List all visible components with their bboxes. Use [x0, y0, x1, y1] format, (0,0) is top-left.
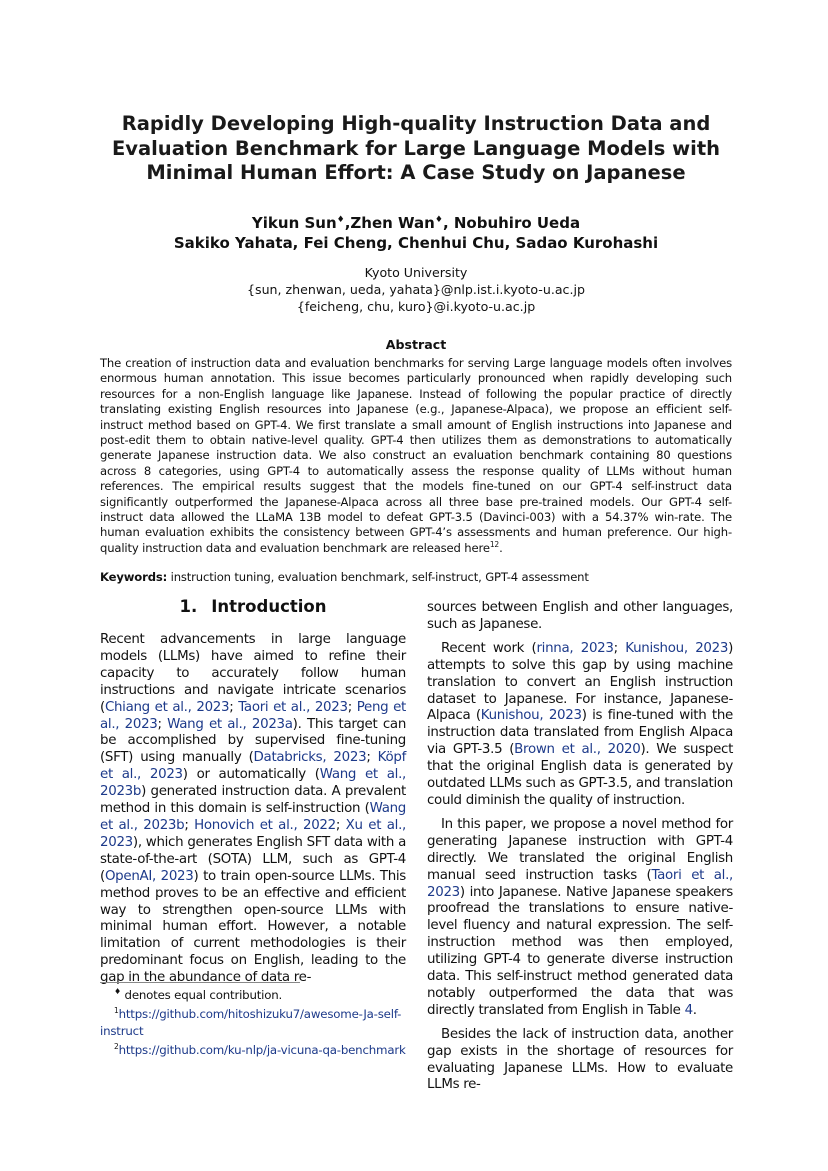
text: ) into Japanese. Native Japanese speakers proofread the translations to ensure native-level fluency and natural expression. The self-instruction method was then employed, utilizing GPT-4 to generate diverse instruction data. This self-instruct method generated data notably outperformed the data that was directly translated from English in Table — [427, 884, 733, 1018]
text: ). This target can be accomplished by supervised fine-tuning (SFT) using manually ( — [100, 716, 407, 766]
citation-link[interactable]: Kunishou, 2023 — [625, 640, 729, 656]
citation-link[interactable]: Wang et al., 2023b — [100, 767, 406, 800]
table-ref-link[interactable]: 4 — [684, 1002, 693, 1018]
paragraph — [427, 817, 733, 1020]
footnote-number: 1 — [114, 1006, 119, 1016]
author-line-1 — [100, 210, 732, 233]
citation-link[interactable]: Xu et al., 2023 — [100, 817, 406, 850]
abstract-body — [100, 356, 732, 556]
text: ; — [335, 817, 346, 833]
text: ) or automatically ( — [182, 767, 320, 783]
citation-link[interactable]: Databricks, 2023 — [253, 750, 367, 766]
institution: Kyoto University — [364, 265, 468, 280]
author-list — [100, 210, 732, 253]
right-column — [427, 600, 733, 1094]
text: ), which generates English SFT data with a state-of-the-art (SOTA) LLM, such as GPT-4 ( — [100, 834, 406, 884]
title-line: Evaluation Benchmark for Large Language Models with — [111, 136, 721, 160]
section-number: 1. — [179, 597, 198, 616]
title-line: Rapidly Developing High-quality Instruction Data and — [121, 112, 711, 135]
citation-link[interactable]: Wang et al., 2023a — [167, 716, 293, 732]
keywords-text: instruction tuning, evaluation benchmark, self-instruct, GPT-4 assessment — [167, 570, 589, 584]
text: ; — [184, 817, 195, 833]
footnote-url-link[interactable]: https://github.com/hitoshizuku7/awesome-Ja-self-instruct — [100, 1007, 402, 1038]
text: ; — [613, 640, 626, 656]
citation-link[interactable]: Taori et al., 2023 — [427, 867, 733, 900]
citation-link[interactable]: Peng et al., 2023 — [100, 699, 406, 732]
citation-link[interactable]: Brown et al., 2020 — [514, 742, 641, 758]
affiliation — [100, 264, 732, 315]
abstract-text: The creation of instruction data and evaluation benchmarks for serving Large language models often involves enormous human annotation. This issue becomes particularly pronounced when rapidly developing such resources for a non-English language like Japanese. Instead of following the popular practice of directly translating existing English resources into Japanese (e.g., Japanese-Alpaca), we propose an efficient self-instruct method based on GPT-4. We first translate a small amount of English instructions into Japanese and post-edit them to obtain native-level quality. GPT-4 then utilizes them as demonstrations to automatically generate Japanese instruction data. We also construct an evaluation benchmark containing 80 questions across 8 categories, using GPT-4 to automatically assess the response quality of LLMs without human references. The empirical results suggest that the models fine-tuned on our GPT-4 self-instruct data significantly outperformed the Japanese-Alpaca across all three base pre-trained models. Our GPT-4 self-instruct data allowed the LLaMA 13B model to defeat GPT-3.5 (Davinci-003) with a 54.37% win-rate. The human evaluation exhibits the consistency between GPT-4’s assessments and human preference. Our high-quality instruction data and evaluation benchmark are released here — [100, 356, 732, 555]
text: ) attempts to solve this gap by using machine translation to convert an English instruction dataset to Japanese. For instance, Japanese-Alpaca ( — [427, 640, 734, 724]
abstract-end: . — [499, 540, 503, 555]
citation-link[interactable]: rinna, 2023 — [536, 640, 614, 656]
paper-title — [100, 112, 732, 186]
text: ) is fine-tuned with the instruction data translated from English Alpaca via GPT-3.5 ( — [427, 708, 733, 758]
section-title: Introduction — [211, 597, 327, 616]
text: Recent work ( — [441, 640, 537, 656]
paragraph — [427, 641, 733, 810]
text: ) to train open-source LLMs. This method proves to be an effective and efficient way to strengthen open-source LLMs with minimal human effort. However, a notable limitation of current methodologies is their predominant focus on English, leading to the gap in the abundance of data re- — [100, 868, 406, 986]
author-name: , Nobuhiro Ueda — [442, 214, 581, 232]
text: In this paper, we propose a novel method for generating Japanese instruction with GPT-4 directly. We translated the original English manual seed instruction tasks ( — [427, 816, 733, 883]
title-line: Minimal Human Effort: A Case Study on Japanese — [146, 161, 686, 184]
citation-link[interactable]: Köpf et al., 2023 — [100, 750, 406, 783]
keywords-label: Keywords: — [100, 570, 168, 584]
footnote — [100, 1003, 406, 1039]
text: ; — [229, 699, 239, 715]
paragraph: sources between English and other languages, such as Japanese. — [427, 600, 733, 632]
equal-contribution-mark: ♦ — [114, 987, 121, 997]
text: ) generated instruction data. A prevalent method in this domain is self-instruction ( — [100, 784, 406, 817]
footnote — [100, 987, 406, 1003]
paragraph: Besides the lack of instruction data, another gap exists in the shortage of resources for evaluating Japanese LLMs. How to evaluate LLMs re- — [427, 1026, 733, 1093]
footnote — [100, 1039, 406, 1058]
paragraph — [100, 632, 406, 987]
left-column — [100, 632, 406, 987]
abstract-heading: Abstract — [385, 337, 447, 352]
text: ). We suspect that the original English data is generated by outdated LLMs such as GPT-3.5, and translation could diminish the quality of instruction. — [427, 742, 734, 808]
author-name: ,Zhen Wan — [344, 214, 435, 232]
citation-link[interactable]: Kunishou, 2023 — [480, 708, 582, 724]
footnote-ref[interactable]: 12 — [489, 540, 500, 550]
email-line: {feicheng, chu, kuro}@i.kyoto-u.ac.jp — [296, 299, 536, 314]
footnote-text: denotes equal contribution. — [120, 988, 283, 1002]
citation-link[interactable]: OpenAI, 2023 — [104, 868, 194, 884]
footnote-number: 2 — [114, 1042, 119, 1052]
footnote-url-link[interactable]: https://github.com/ku-nlp/ja-vicuna-qa-benchmark — [118, 1043, 406, 1058]
citation-link[interactable]: Honovich et al., 2022 — [194, 817, 336, 833]
text: ; — [366, 750, 378, 766]
section-heading — [100, 597, 406, 616]
citation-link[interactable]: Wang et al., 2023b — [100, 801, 406, 833]
email-line: {sun, zhenwan, ueda, yahata}@nlp.ist.i.kyoto-u.ac.jp — [247, 282, 585, 297]
equal-contribution-mark: ♦ — [434, 215, 443, 225]
author-name: Yikun Sun — [251, 214, 337, 232]
text: ; — [157, 716, 168, 732]
text: . — [692, 1002, 697, 1018]
keywords — [100, 570, 732, 585]
footnote-divider — [100, 982, 300, 983]
citation-link[interactable]: Taori et al., 2023 — [238, 699, 348, 715]
footnotes — [100, 987, 406, 1058]
author-line-2: Sakiko Yahata, Fei Cheng, Chenhui Chu, Sadao Kurohashi — [173, 234, 659, 252]
equal-contribution-mark: ♦ — [336, 215, 345, 225]
text: Recent advancements in large language models (LLMs) have aimed to refine their capacity to accurately follow human instructions and navigate intricate scenarios ( — [100, 632, 406, 715]
text: ; — [347, 699, 357, 715]
citation-link[interactable]: Chiang et al., 2023 — [104, 699, 230, 715]
